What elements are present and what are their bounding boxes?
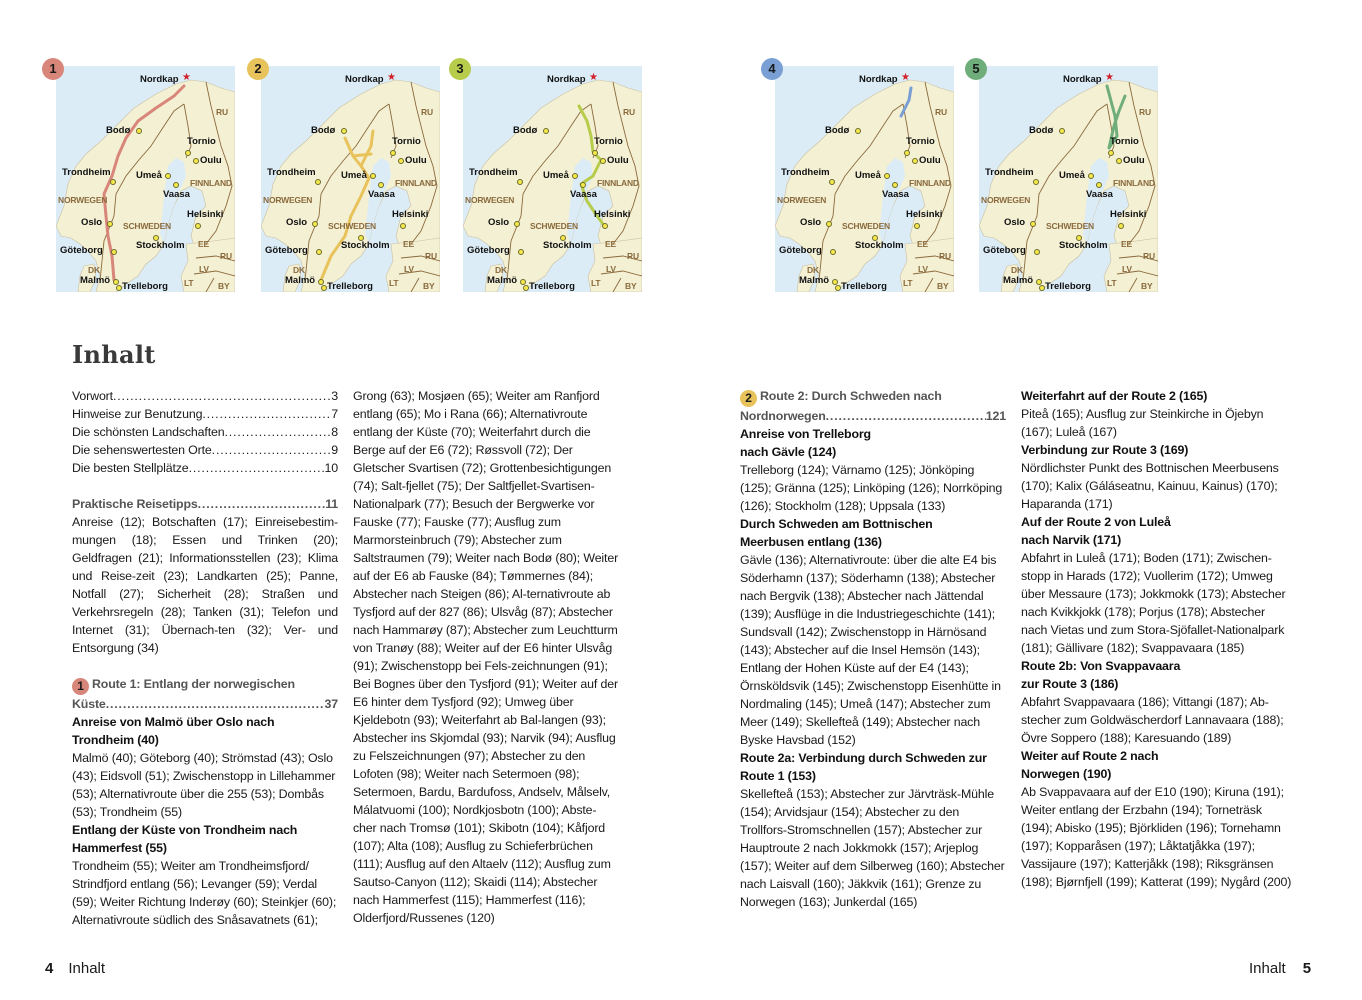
route-number-badge: 4	[761, 58, 783, 80]
running-title-right: Inhalt	[1249, 960, 1286, 977]
toc-subhead: Entlang der Küste von Trondheim nach Hammerfest (55)	[72, 823, 298, 855]
label-lv: LV	[606, 264, 616, 274]
label-finnland: FINNLAND	[909, 178, 951, 188]
route-map-2	[247, 58, 439, 294]
label-by: BY	[937, 281, 949, 291]
city-dot	[110, 179, 116, 185]
label-umea: Umeå	[136, 170, 162, 181]
toc-route2-heading[interactable]: 2 Route 2: Durch Schweden nach	[740, 387, 1006, 407]
label-by: BY	[423, 281, 435, 291]
toc-text: Abfahrt Svappavaara (186); Vittangi (187); Ab-stecher zum Goldwäscherdorf Lannavaara (188); Övre Soppero (188); Karesuando (189)	[1021, 695, 1284, 745]
toc-text: Trelleborg (124); Värnamo (125); Jönköping (125); Gränna (125); Linköping (126); Norrköping (126); Stockholm (128); Uppsala (133)	[740, 463, 1003, 513]
label-malmo: Malmö	[799, 275, 830, 286]
label-helsinki: Helsinki	[906, 209, 943, 220]
toc-front-list	[72, 387, 338, 477]
city-dot	[400, 223, 406, 229]
label-oulu: Oulu	[919, 155, 941, 166]
label-lv: LV	[1122, 264, 1132, 274]
toc-route1-heading-line2[interactable]: Küste . . . 37	[72, 695, 338, 713]
route-1-badge: 1	[72, 678, 89, 695]
label-nordkap: Nordkap	[140, 74, 179, 85]
label-dk: DK	[1011, 265, 1023, 275]
label-stockholm: Stockholm	[1059, 240, 1108, 251]
label-malmo: Malmö	[487, 275, 518, 286]
label-trondheim: Trondheim	[267, 167, 316, 178]
page-number-right: 5	[1302, 960, 1312, 977]
city-dot	[1116, 158, 1122, 164]
label-oslo: Oslo	[800, 217, 822, 228]
toc-column-4	[1021, 387, 1293, 891]
label-lt: LT	[903, 278, 913, 288]
city-dot	[193, 158, 199, 164]
toc-subhead: Durch Schweden am Bottnischen Meerbusen entlang (136)	[740, 517, 933, 549]
label-schweden: SCHWEDEN	[842, 221, 890, 231]
label-bodo: Bodø	[1029, 125, 1054, 136]
city-dot	[592, 150, 598, 156]
label-dk: DK	[807, 265, 819, 275]
route-2-badge: 2	[740, 390, 757, 407]
city-dot	[165, 173, 171, 179]
toc-column-1	[72, 387, 338, 929]
toc-subhead: Anreise von Malmö über Oslo nach Trondheim (40)	[72, 715, 275, 747]
toc-subhead: Auf der Route 2 von Luleå nach Narvik (171)	[1021, 515, 1171, 547]
label-oslo: Oslo	[488, 217, 510, 228]
map-area	[775, 66, 954, 292]
label-umea: Umeå	[855, 170, 881, 181]
footer-right	[1249, 960, 1311, 977]
label-tornio: Tornio	[594, 136, 623, 147]
nordkap-star-icon: ★	[589, 72, 598, 83]
label-oulu: Oulu	[1123, 155, 1145, 166]
label-tornio: Tornio	[906, 136, 935, 147]
route-map-5	[965, 58, 1157, 294]
toc-entry[interactable]: Die schönsten Landschaften . . . 8	[72, 423, 338, 441]
page-title: Inhalt	[72, 340, 156, 369]
toc-text: Skellefteå (153); Abstecher zur Järvträsk-Mühle (154); Arvidsjaur (154); Abstecher zu den Trollfors-Stromschnellen (157); Abstecher zur Hauptroute 2 nach Jokkmokk (157); Arjeplog (157); Weiter auf dem Silberweg (160); Abstecher nach Laisvall (160); Jäkkvik (161); Grenze zu Norwegen (163); Junkerdal (165)	[740, 787, 1005, 909]
toc-entry[interactable]: Hinweise zur Benutzung . . . 7	[72, 405, 338, 423]
label-lt: LT	[591, 278, 601, 288]
label-malmo: Malmö	[80, 275, 111, 286]
label-tornio: Tornio	[392, 136, 421, 147]
city-dot	[107, 221, 113, 227]
label-ru-south: RU	[1143, 251, 1155, 261]
label-ru-north: RU	[623, 107, 635, 117]
label-trondheim: Trondheim	[62, 167, 111, 178]
label-dk: DK	[88, 265, 100, 275]
toc-subhead: Anreise von Trelleborg nach Gävle (124)	[740, 427, 871, 459]
toc-subhead: Route 2a: Verbindung durch Schweden zur Route 1 (153)	[740, 751, 987, 783]
toc-text: Trondheim (55); Weiter am Trondheimsfjord/ Strindfjord entlang (56); Levanger (59); Verdal (59); Weiter Richtung Inderøy (60); Steinkjer (60); Alternativroute südlich des Snåsavatnets (61);	[72, 859, 337, 927]
label-helsinki: Helsinki	[392, 209, 429, 220]
label-lv: LV	[404, 264, 414, 274]
toc-column-3	[740, 387, 1006, 911]
label-trelleborg: Trelleborg	[122, 281, 168, 292]
route-number-badge: 5	[965, 58, 987, 80]
city-dot	[173, 182, 179, 188]
label-ru-south: RU	[939, 251, 951, 261]
label-goteborg: Göteborg	[60, 245, 103, 256]
toc-subhead: Weiterfahrt auf der Route 2 (165)	[1021, 389, 1208, 403]
label-finnland: FINNLAND	[597, 178, 639, 188]
city-dot	[1034, 249, 1040, 255]
city-dot	[1088, 173, 1094, 179]
city-dot	[370, 173, 376, 179]
label-vaasa: Vaasa	[368, 189, 395, 200]
city-dot	[390, 150, 396, 156]
label-oslo: Oslo	[286, 217, 308, 228]
label-by: BY	[218, 281, 230, 291]
label-ru-south: RU	[627, 251, 639, 261]
label-oslo: Oslo	[1004, 217, 1026, 228]
label-malmo: Malmö	[1003, 275, 1034, 286]
toc-entry[interactable]: Die besten Stellplätze . . . 10	[72, 459, 338, 477]
label-ee: EE	[198, 239, 209, 249]
city-dot	[829, 179, 835, 185]
city-dot	[1096, 182, 1102, 188]
label-tornio: Tornio	[187, 136, 216, 147]
city-dot	[398, 158, 404, 164]
city-dot	[884, 173, 890, 179]
nordkap-star-icon: ★	[387, 72, 396, 83]
toc-text: Nördlichster Punkt des Bottnischen Meerbusens (170); Kalix (Gáláseatnu, Kainuu, Kainus) (170); Haparanda (171)	[1021, 461, 1279, 511]
label-dk: DK	[495, 265, 507, 275]
toc-route1-heading[interactable]: 1 Route 1: Entlang der norwegischen	[72, 675, 338, 695]
route-number-badge: 1	[42, 58, 64, 80]
city-dot	[514, 221, 520, 227]
label-ru-north: RU	[1139, 107, 1151, 117]
label-norwegen: NORWEGEN	[981, 195, 1031, 205]
label-helsinki: Helsinki	[594, 209, 631, 220]
toc-text: Malmö (40); Göteborg (40); Strömstad (43); Oslo (43); Eidsvoll (51); Zwischenstopp in Lillehammer (53); Alternativroute über die 255 (53); Dombås (53); Trondheim (55)	[72, 751, 336, 819]
label-oulu: Oulu	[607, 155, 629, 166]
label-tornio: Tornio	[1110, 136, 1139, 147]
toc-subhead: Weiter auf Route 2 nach Norwegen (190)	[1021, 749, 1159, 781]
toc-text: Gävle (136); Alternativroute: über die alte E4 bis Söderhamn (137); Söderhamn (138); Abstecher nach Bergvik (138); Abstecher nach Jättendal (139); Ausflüge in die Industriegeschichte (141); Sundsvall (142); Zwischenstopp in Härnösand (143); Abstecher auf die Insel Hemsön (143); Entlang der Hohen Küste auf der E4 (143); Örnsköldsvik (145); Zwischenstopp Eisenhütte in Nordmaling (145); Umeå (147); Abstecher zum Meer (149); Skellefteå (149); Abstecher nach Byske Havsbad (152)	[740, 553, 1001, 747]
label-bodo: Bodø	[106, 125, 131, 136]
label-ee: EE	[1121, 239, 1132, 249]
nordkap-star-icon: ★	[1105, 72, 1114, 83]
city-dot	[914, 223, 920, 229]
label-ru-north: RU	[421, 107, 433, 117]
city-dot	[518, 249, 524, 255]
label-bodo: Bodø	[311, 125, 336, 136]
city-dot	[1030, 221, 1036, 227]
map-area	[261, 66, 440, 292]
footer-left	[45, 960, 105, 977]
label-stockholm: Stockholm	[136, 240, 185, 251]
label-ee: EE	[605, 239, 616, 249]
map-area	[56, 66, 235, 292]
label-goteborg: Göteborg	[265, 245, 308, 256]
toc-entry[interactable]: Vorwort . . . 3	[72, 387, 338, 405]
label-lt: LT	[1107, 278, 1117, 288]
city-dot	[195, 223, 201, 229]
city-dot	[1033, 179, 1039, 185]
city-dot	[185, 150, 191, 156]
label-goteborg: Göteborg	[983, 245, 1026, 256]
label-stockholm: Stockholm	[341, 240, 390, 251]
city-dot	[912, 158, 918, 164]
city-dot	[572, 173, 578, 179]
label-schweden: SCHWEDEN	[530, 221, 578, 231]
route-number-badge: 2	[247, 58, 269, 80]
city-dot	[1118, 223, 1124, 229]
label-oulu: Oulu	[405, 155, 427, 166]
toc-praktische-text: Anreise (12); Botschaften (17); Einreisebestim-mungen (18); Essen und Trinken (20); Geldfragen (21); Informationsstellen (23); Klima und Reise-zeit (23); Landkarten (25); Panne, Notfall (27); Sicherheit (28); Straßen und Verkehrsregeln (28); Tanken (31); Telefon und Internet (31); Übernach-ten (32); Ver- und Entsorgung (34)	[72, 515, 338, 655]
city-dot	[580, 182, 586, 188]
label-ru-north: RU	[216, 107, 228, 117]
label-lt: LT	[389, 278, 399, 288]
city-dot	[316, 249, 322, 255]
city-dot	[136, 128, 142, 134]
label-umea: Umeå	[341, 170, 367, 181]
label-oulu: Oulu	[200, 155, 222, 166]
nordkap-star-icon: ★	[901, 72, 910, 83]
city-dot	[826, 221, 832, 227]
label-ee: EE	[917, 239, 928, 249]
label-finnland: FINNLAND	[395, 178, 437, 188]
city-dot	[312, 221, 318, 227]
city-dot	[830, 249, 836, 255]
label-schweden: SCHWEDEN	[1046, 221, 1094, 231]
city-dot	[341, 128, 347, 134]
label-vaasa: Vaasa	[570, 189, 597, 200]
label-oslo: Oslo	[81, 217, 103, 228]
label-norwegen: NORWEGEN	[263, 195, 313, 205]
route-map-3	[449, 58, 641, 294]
label-ru-south: RU	[220, 251, 232, 261]
city-dot	[111, 249, 117, 255]
label-helsinki: Helsinki	[1110, 209, 1147, 220]
city-dot	[517, 179, 523, 185]
city-dot	[602, 223, 608, 229]
city-dot	[904, 150, 910, 156]
label-ee: EE	[403, 239, 414, 249]
label-malmo: Malmö	[285, 275, 316, 286]
toc-column-2	[353, 387, 619, 927]
label-by: BY	[1141, 281, 1153, 291]
label-trondheim: Trondheim	[985, 167, 1034, 178]
label-nordkap: Nordkap	[859, 74, 898, 85]
label-ru-south: RU	[425, 251, 437, 261]
label-schweden: SCHWEDEN	[328, 221, 376, 231]
label-stockholm: Stockholm	[855, 240, 904, 251]
city-dot	[1108, 150, 1114, 156]
label-nordkap: Nordkap	[547, 74, 586, 85]
toc-subhead: Verbindung zur Route 3 (169)	[1021, 443, 1189, 457]
label-trelleborg: Trelleborg	[327, 281, 373, 292]
label-lt: LT	[184, 278, 194, 288]
toc-route2-heading-line2[interactable]: Nordnorwegen . . . 121	[740, 407, 1006, 425]
page-number-left: 4	[45, 960, 54, 977]
toc-text-continued: Grong (63); Mosjøen (65); Weiter am Ranfjord entlang (65); Mo i Rana (66); Alternativroute entlang der Küste (70); Weiterfahrt durch die Berge auf der E6 (72); Røssvoll (72); Der Gletscher Svartisen (72); Grottenbesichtigungen (74); Salt-fjellet (75); Der Saltfjellet-Svartisen-Nationalpark (77); Besuch der Bergwerke vor Fauske (77); Fauske (77); Ausflug zum Marmorsteinbruch (79); Abstecher zum Saltstraumen (79); Weiter nach Bodø (80); Weiter auf der E6 ab Fauske (84); Tømmernes (84); Abstecher nach Steigen (86); Al-ternativroute ab Tysfjord auf der 827 (86); Ulsvåg (87); Abstecher nach Hammarøy (87); Abstecher zum Leuchtturm von Tranøy (88); Weiter auf der E6 hinter Ulsvåg (91); Zwischenstopp bei Fels-zeichnungen (91); Bei Bognes über den Tysfjord (91); Weiter auf der E6 hinter dem Tysfjord (92); Umweg über Kjeldebotn (93); Weiterfahrt ab Bal-langen (93); Abstecher ins Skjomdal (93); Narvik (94); Ausflug zu Felszeichnungen (97); Abstecher zu den Lofoten (98); Weiter nach Setermoen (98); Setermoen, Bardu, Bardufoss, Andselv, Målselv, Málatvuomi (100); Nordkjosbotn (100); Abste-cher nach Tromsø (101); Skibotn (104); Kåfjord (107); Alta (108); Ausflug zu Schieferbrüchen (111); Ausflug auf den Altaelv (112); Ausflug zum Sautso-Canyon (112); Skaidi (114); Abstecher nach Hammerfest (115); Hammerfest (116); Olderfjord/Russenes (120)	[353, 389, 619, 925]
label-goteborg: Göteborg	[467, 245, 510, 256]
label-finnland: FINNLAND	[190, 178, 232, 188]
label-umea: Umeå	[543, 170, 569, 181]
label-finnland: FINNLAND	[1113, 178, 1155, 188]
label-lv: LV	[918, 264, 928, 274]
nordkap-star-icon: ★	[182, 72, 191, 83]
route-number-badge: 3	[449, 58, 471, 80]
map-area	[463, 66, 642, 292]
toc-text: Piteå (165); Ausflug zur Steinkirche in Öjebyn (167); Luleå (167)	[1021, 407, 1264, 439]
city-dot	[600, 158, 606, 164]
route-map-1	[42, 58, 234, 294]
city-dot	[892, 182, 898, 188]
label-dk: DK	[293, 265, 305, 275]
label-by: BY	[625, 281, 637, 291]
label-vaasa: Vaasa	[882, 189, 909, 200]
route-map-4	[761, 58, 953, 294]
label-umea: Umeå	[1059, 170, 1085, 181]
label-norwegen: NORWEGEN	[465, 195, 515, 205]
label-trondheim: Trondheim	[781, 167, 830, 178]
label-schweden: SCHWEDEN	[123, 221, 171, 231]
toc-entry[interactable]: Die sehenswertesten Orte . . . 9	[72, 441, 338, 459]
city-dot	[315, 179, 321, 185]
label-nordkap: Nordkap	[345, 74, 384, 85]
toc-text: Ab Svappavaara auf der E10 (190); Kiruna (191); Weiter entlang der Erzbahn (194); Torneträsk (194); Abisko (195); Björkliden (196); Tornehamn (197); Kopparåsen (197); Låktatjåkka (197); Vassijaure (197); Katterjåkk (198); Riksgränsen (198); Bjørnfjell (199); Katterat (199); Nygård (200)	[1021, 785, 1292, 889]
label-trelleborg: Trelleborg	[529, 281, 575, 292]
label-norwegen: NORWEGEN	[58, 195, 108, 205]
label-stockholm: Stockholm	[543, 240, 592, 251]
city-dot	[855, 128, 861, 134]
label-ru-north: RU	[935, 107, 947, 117]
label-trelleborg: Trelleborg	[1045, 281, 1091, 292]
label-helsinki: Helsinki	[187, 209, 224, 220]
label-vaasa: Vaasa	[1086, 189, 1113, 200]
label-bodo: Bodø	[825, 125, 850, 136]
city-dot	[378, 182, 384, 188]
map-area	[979, 66, 1158, 292]
label-trelleborg: Trelleborg	[841, 281, 887, 292]
label-nordkap: Nordkap	[1063, 74, 1102, 85]
city-dot	[543, 128, 549, 134]
toc-subhead: Route 2b: Von Svappavaara zur Route 3 (186)	[1021, 659, 1181, 691]
label-bodo: Bodø	[513, 125, 538, 136]
label-vaasa: Vaasa	[163, 189, 190, 200]
label-trondheim: Trondheim	[469, 167, 518, 178]
running-title-left: Inhalt	[68, 960, 106, 977]
toc-text: Abfahrt in Luleå (171); Boden (171); Zwischen-stopp in Harads (172); Vuollerim (172); Umweg über Messaure (173); Jokkmokk (173); Abstecher nach Kvikkjokk (178); Porjus (178); Abstecher nach Vietas und zum Stora-Sjöfallet-Nationalpark (181); Gällivare (182); Svappavaara (185)	[1021, 551, 1286, 655]
label-goteborg: Göteborg	[779, 245, 822, 256]
toc-entry-praktische[interactable]: Praktische Reisetipps . . . 11	[72, 495, 338, 513]
label-norwegen: NORWEGEN	[777, 195, 827, 205]
city-dot	[1059, 128, 1065, 134]
label-lv: LV	[199, 264, 209, 274]
